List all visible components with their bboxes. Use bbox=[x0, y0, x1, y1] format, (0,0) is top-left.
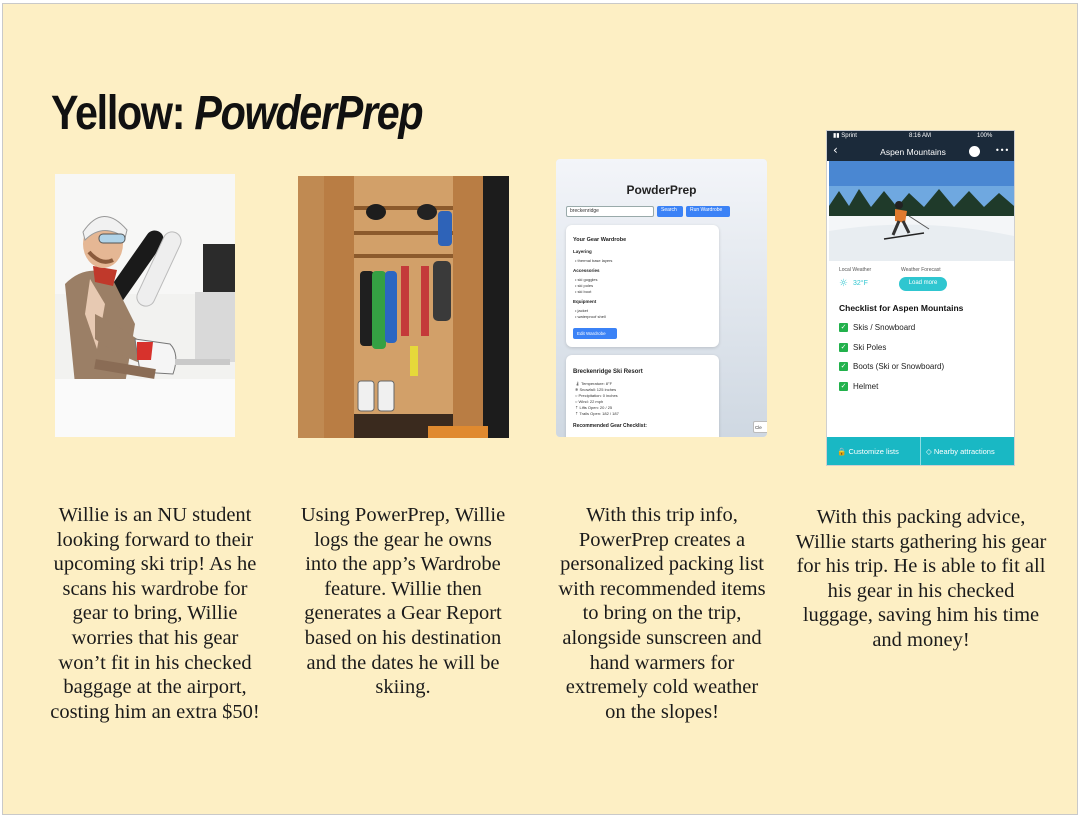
forecast-label: Weather Forecast bbox=[901, 267, 941, 273]
web-app-screenshot bbox=[556, 159, 767, 437]
equipment-item: • waterproof shell bbox=[575, 314, 606, 319]
resort-stat: 🌡 Temperature: 8°F bbox=[575, 381, 613, 386]
more-icon[interactable]: ••• bbox=[995, 146, 1010, 155]
back-chevron-icon[interactable]: ‹ bbox=[833, 143, 838, 157]
checkbox-checked-icon[interactable]: ✓ bbox=[840, 344, 847, 351]
checklist-heading: Recommended Gear Checklist: bbox=[573, 423, 647, 429]
web-wardrobe-button[interactable] bbox=[686, 206, 730, 217]
title-app-name: PowderPrep bbox=[194, 87, 423, 140]
accessories-item: • ski boot bbox=[575, 289, 592, 294]
edit-wardrobe-label: Edit Wardrobe bbox=[577, 331, 606, 336]
load-more-label: Load more bbox=[908, 280, 938, 286]
nearby-attractions-label: ◇ Nearby attractions bbox=[926, 447, 995, 456]
caption-panel-3: With this trip info, PowerPrep creates a personalized packing list with recommended items to bring on the trip, alongside sunscreen and hand warmers for extremely cold weather on the slopes! bbox=[558, 504, 766, 723]
title-prefix: Yellow: bbox=[51, 87, 195, 140]
checkbox-checked-icon[interactable]: ✓ bbox=[840, 324, 847, 331]
customize-lists-label: 🔒 Customize lists bbox=[837, 447, 899, 456]
layering-heading: Layering bbox=[573, 249, 592, 254]
resort-card bbox=[566, 355, 719, 437]
edge-button[interactable] bbox=[753, 421, 767, 433]
student-photo bbox=[55, 174, 235, 437]
tab-nearby-attractions[interactable] bbox=[922, 437, 1015, 466]
slide bbox=[2, 3, 1078, 815]
phone-nav-title: Aspen Mountains bbox=[880, 147, 946, 157]
resort-stat: ❄ Snowfall: 125 inches bbox=[575, 387, 617, 392]
sun-cloud-icon: ☼ bbox=[839, 278, 848, 289]
load-more-button[interactable] bbox=[899, 277, 947, 291]
battery-label: 100% bbox=[977, 133, 993, 139]
checkbox-checked-icon[interactable]: ✓ bbox=[840, 363, 847, 370]
caption-panel-2: Using PowerPrep, Willie logs the gear he owns into the app’s Wardrobe feature. Willie then generates a Gear Report based on his destination and the dates he will be skiing. bbox=[300, 504, 506, 699]
web-app-title: PowderPrep bbox=[626, 183, 697, 197]
equipment-item: • jacket bbox=[575, 308, 588, 313]
student-illustration bbox=[55, 174, 235, 437]
checkbox-checked-icon[interactable]: ✓ bbox=[840, 383, 847, 390]
resort-stat: ○ Precipitation: 0 inches bbox=[575, 393, 618, 398]
phone-tab-bar bbox=[827, 437, 1015, 466]
locker-illustration bbox=[298, 176, 509, 438]
carrier-label: ▮▮ Sprint bbox=[833, 133, 857, 139]
edge-button-label: Cle bbox=[755, 425, 762, 430]
wardrobe-heading: Your Gear Wardrobe bbox=[573, 237, 627, 243]
web-wardrobe-button-label: Run Wardrobe bbox=[690, 207, 723, 213]
checklist-item[interactable]: ✓ Ski Poles bbox=[840, 343, 887, 352]
caption-panel-4: With this packing advice, Willie starts gathering his gear for his trip. He is able to fit all his gear in his checked luggage, saving him his time and money! bbox=[795, 506, 1047, 651]
skier-photo bbox=[829, 161, 1014, 261]
resort-stat: ⇡ Lifts Open: 20 / 25 bbox=[575, 405, 613, 410]
clock-label: 8:16 AM bbox=[909, 133, 932, 139]
checklist-title: Checklist for Aspen Mountains bbox=[839, 303, 964, 313]
checklist-item[interactable]: ✓ Skis / Snowboard bbox=[840, 323, 916, 332]
caption-panel-1: Willie is an NU student looking forward to their upcoming ski trip! As he scans his wardrobe for gear to bring, Willie worries that his gear won’t fit in his checked baggage at the airport, costing him an extra $50! bbox=[50, 504, 260, 723]
tab-customize-lists[interactable] bbox=[827, 437, 921, 466]
accessories-item: • ski goggles bbox=[575, 277, 598, 282]
checklist-item[interactable]: ✓ Helmet bbox=[840, 382, 879, 391]
edit-wardrobe-button[interactable] bbox=[573, 328, 617, 339]
web-search-value: breckenridge bbox=[570, 208, 599, 214]
equipment-heading: Equipment bbox=[573, 299, 597, 304]
resort-heading: Breckenridge Ski Resort bbox=[573, 369, 643, 375]
resort-stat: ○ Wind: 22 mph bbox=[575, 399, 604, 404]
web-search-button-label: Search bbox=[661, 207, 677, 213]
layering-item: • thermal base layers bbox=[575, 258, 613, 263]
wardrobe-card bbox=[566, 225, 719, 347]
accessories-item: • ski poles bbox=[575, 283, 594, 288]
checklist-item[interactable]: ✓ Boots (Ski or Snowboard) bbox=[840, 362, 945, 371]
phone-app-screenshot bbox=[826, 130, 1015, 466]
slide-title bbox=[51, 86, 422, 141]
local-weather-label: Local Weather bbox=[839, 267, 872, 273]
web-search-button[interactable] bbox=[657, 206, 683, 217]
gear-locker-photo bbox=[298, 176, 509, 438]
filter-icon[interactable] bbox=[969, 146, 980, 157]
accessories-heading: Accessories bbox=[573, 268, 600, 273]
temperature-value: 32°F bbox=[853, 280, 868, 287]
resort-stat: ⇡ Trails Open: 182 / 187 bbox=[575, 411, 619, 416]
web-search-input[interactable] bbox=[566, 206, 654, 217]
